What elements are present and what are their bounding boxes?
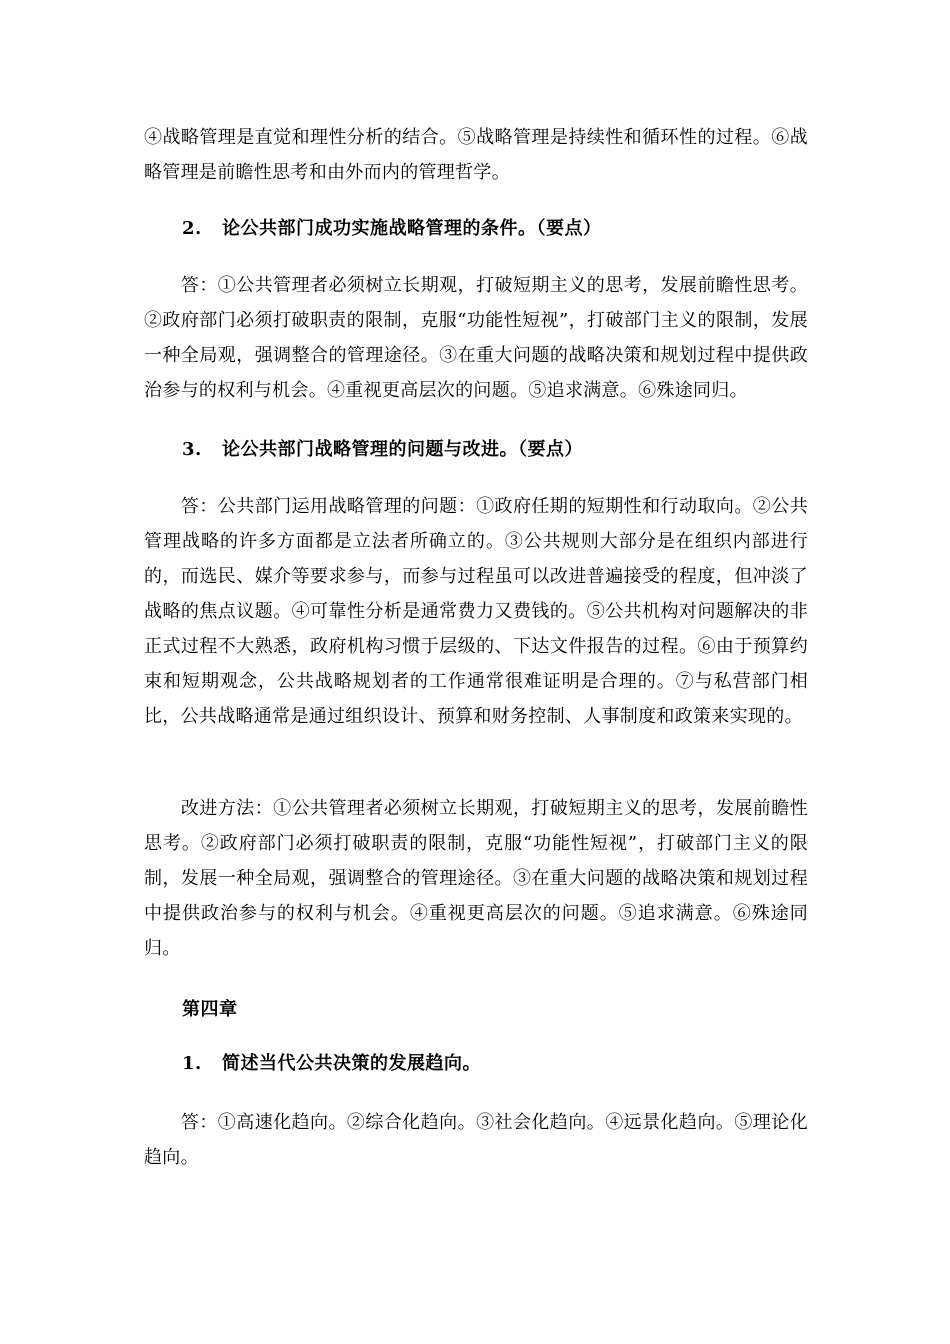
question-number: 1. xyxy=(182,1053,202,1074)
paragraph-strategic-management-features: ④战略管理是直觉和理性分析的结合。⑤战略管理是持续性和循环性的过程。⑥战略管理是前瞻性思考和由外而内的管理哲学。 xyxy=(144,127,808,183)
question-number: 3. xyxy=(182,439,202,460)
question-heading-2 xyxy=(182,215,808,243)
answer-paragraph-3-problems: 答：公共部门运用战略管理的问题：①政府任期的短期性和行动取向。②公共管理战略的许多方面都是立法者所确立的。③公共规则大部分是在组织内部进行的，而选民、媒介等要求参与，而参与过程虽可以改进普遍接受的程度，但冲淡了战略的焦点议题。④可靠性分析是通常费力又费钱的。⑤公共机构对问题解决的非正式过程不大熟悉，政府机构习惯于层级的、下达文件报告的过程。⑥由于预算约束和短期观念，公共战略规划者的工作通常很难证明是合理的。⑦与私营部门相比，公共战略通常是通过组织设计、预算和财务控制、人事制度和政策来实现的。 xyxy=(144,496,808,727)
question-text: 简述当代公共决策的发展趋向。 xyxy=(222,1053,481,1074)
answer-paragraph-3-improvements: 改进方法：①公共管理者必须树立长期观，打破短期主义的思考，发展前瞻性思考。②政府部门必须打破职责的限制，克服“功能性短视”，打破部门主义的限制，发展一种全局观，强调整合的管理途径。③在重大问题的战略决策和规划过程中提供政治参与的权利与机会。④重视更高层次的问题。⑤追求满意。⑥殊途同归。 xyxy=(144,798,808,959)
chapter-title: 第四章 xyxy=(182,999,238,1020)
question-text: 论公共部门成功实施战略管理的条件。（要点） xyxy=(222,218,602,239)
question-heading-1 xyxy=(182,1050,808,1078)
question-heading-3 xyxy=(182,436,808,464)
question-text: 论公共部门战略管理的问题与改进。（要点） xyxy=(222,439,583,460)
answer-paragraph-1: 答：①高速化趋向。②综合化趋向。③社会化趋向。④远景化趋向。⑤理论化趋向。 xyxy=(144,1112,808,1168)
answer-paragraph-2: 答：①公共管理者必须树立长期观，打破短期主义的思考，发展前瞻性思考。②政府部门必须打破职责的限制，克服“功能性短视”，打破部门主义的限制，发展一种全局观，强调整合的管理途径。③在重大问题的战略决策和规划过程中提供政治参与的权利与机会。④重视更高层次的问题。⑤追求满意。⑥殊途同归。 xyxy=(144,275,808,401)
question-number: 2. xyxy=(182,218,202,239)
